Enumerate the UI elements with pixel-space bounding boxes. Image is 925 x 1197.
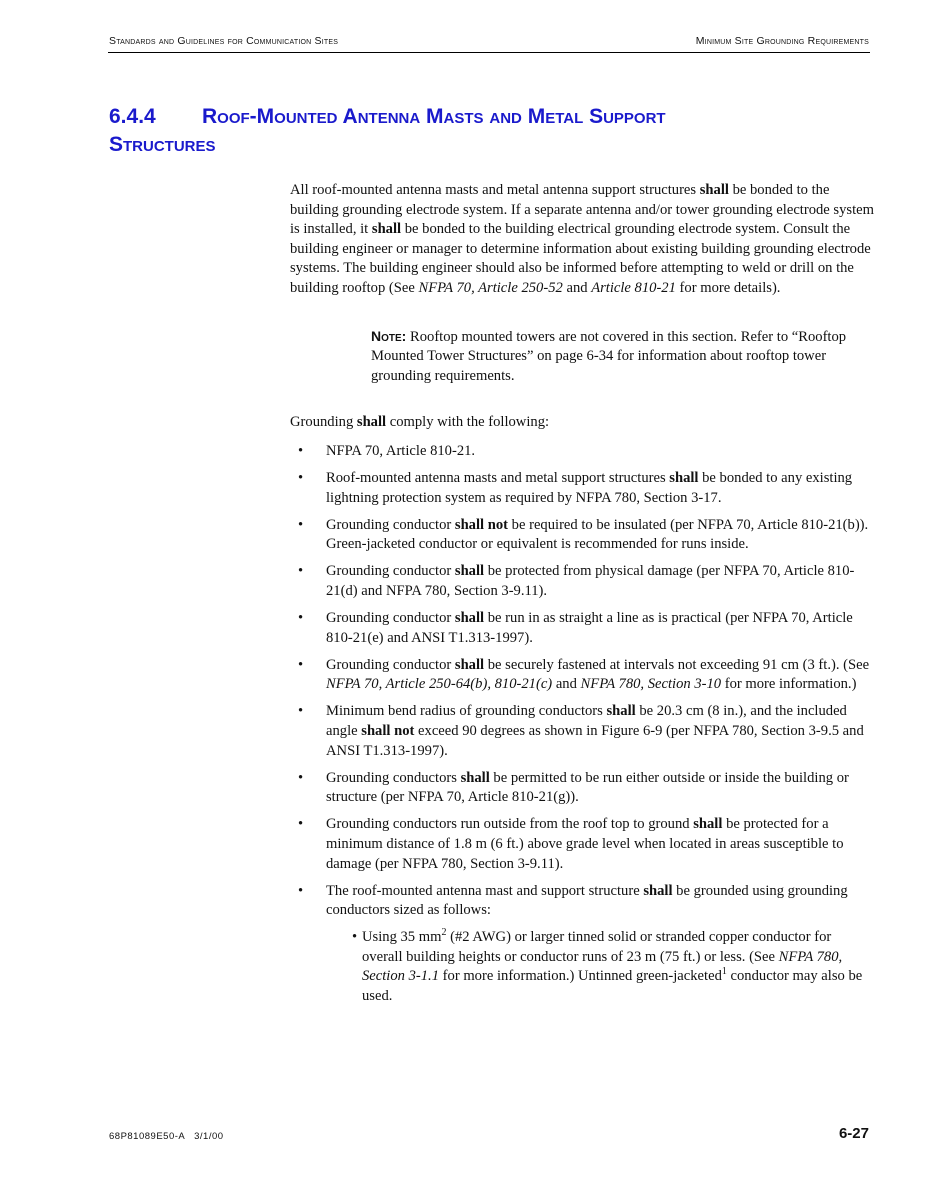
section-number: 6.4.4	[109, 105, 156, 128]
text-run: be securely fastened at intervals not exceeding 91 cm (3 ft.). (See	[484, 656, 870, 673]
text-run: The roof-mounted antenna mast and support structure	[326, 882, 644, 899]
text-run: Grounding conductor	[326, 656, 455, 673]
list-item	[290, 815, 875, 874]
running-header-right: Minimum Site Grounding Requirements	[695, 35, 869, 47]
list-item	[290, 656, 875, 695]
emphasis-shall: shall	[699, 182, 729, 198]
list-item	[290, 442, 875, 462]
list-item	[290, 562, 875, 601]
text-run: Minimum bend radius of grounding conductors	[326, 703, 607, 720]
text-run: be 20.3 cm (8 in.), and the included angle	[326, 703, 847, 740]
emphasis-shall: shall	[454, 610, 485, 627]
emphasis-shall: shall	[669, 470, 699, 487]
section-title-line1: Roof-Mounted Antenna Masts and Metal Support	[202, 105, 666, 128]
text-run: for more details).	[675, 279, 781, 296]
text-run: and	[552, 676, 581, 693]
running-header-left: Standards and Guidelines for Communication Sites	[109, 35, 339, 47]
text-run: Grounding conductors	[326, 769, 461, 786]
text-run: exceed 90 degrees as shown in Figure 6-9 (per NFPA 780, Section 3-9.5 and ANSI T1.313-1997).	[326, 723, 864, 759]
bullet-icon: •	[298, 610, 304, 627]
section-title-line2: Structures	[109, 133, 216, 156]
list-item	[290, 609, 875, 648]
bullet-icon: •	[298, 882, 304, 899]
bullet-icon: •	[298, 470, 304, 487]
text-run: be required to be insulated (per NFPA 70, Article 810-21(b)). Green-jacketed conductor or equivalent is recommended for runs inside.	[326, 516, 869, 553]
reference-italic: NFPA 780, Section 3-10	[580, 676, 722, 693]
text-run: and	[562, 279, 592, 296]
emphasis-shall: shall	[356, 414, 387, 431]
section-title	[109, 103, 869, 159]
emphasis-shall: shall not	[361, 723, 415, 740]
bullet-icon: •	[298, 769, 304, 786]
paragraph-bonding	[290, 181, 875, 299]
reference-italic: NFPA 70, Article 250-52	[418, 279, 563, 296]
note-label: Note:	[371, 327, 407, 344]
text-run: Grounding conductors run outside from the roof top to ground	[326, 816, 694, 833]
text-run: All roof-mounted antenna masts and metal antenna support structures	[290, 182, 700, 198]
bullet-icon: •	[298, 656, 304, 673]
text-run: Roof-mounted antenna masts and metal support structures	[326, 470, 670, 487]
text-run: be permitted to be run either outside or inside the building or structure (per NFPA 70, Article 810-21(g)).	[326, 769, 849, 806]
text-run: Grounding	[290, 414, 357, 431]
text-run: Grounding conductor	[326, 563, 455, 580]
emphasis-shall: shall	[454, 656, 485, 673]
sub-list	[326, 928, 875, 1006]
text-run: be protected for a minimum distance of 1.8 m (6 ft.) above grade level when located in areas susceptible to damage (per NFPA 780, Section 3-9.11).	[326, 816, 844, 872]
header-rule	[108, 52, 870, 53]
text-run: be bonded to any existing lightning protection system as required by NFPA 780, Section 3-17.	[326, 470, 853, 506]
emphasis-shall: shall	[371, 221, 402, 238]
emphasis-shall: shall	[460, 769, 490, 786]
bullet-icon: •	[298, 816, 304, 833]
text-run: be run in as straight a line as is practical (per NFPA 70, Article 810-21(e) and ANSI T1.313-1997).	[326, 610, 853, 646]
emphasis-shall: shall	[643, 882, 673, 899]
reference-italic: Article 810-21	[591, 279, 676, 296]
body-text	[290, 181, 875, 1014]
reference-italic: NFPA 70, Article 250-64(b), 810-21(c)	[326, 676, 553, 693]
emphasis-shall: shall not	[454, 516, 509, 533]
text-run: Grounding conductor	[326, 610, 455, 627]
text-run: be grounded using grounding conductors sized as follows:	[326, 882, 848, 919]
text-run: be bonded to the building grounding electrode system. If a separate antenna and/or tower grounding electrode system is installed, it	[290, 182, 874, 238]
text-run: for more information.)	[721, 676, 857, 693]
emphasis-shall: shall	[606, 703, 636, 720]
page-number: 6-27	[838, 1125, 869, 1142]
list-item	[290, 769, 875, 808]
note-block	[371, 327, 875, 387]
text-run: comply with the following:	[386, 414, 550, 431]
text-run: conductor may also be used.	[362, 968, 863, 1004]
superscript: 2	[441, 927, 447, 939]
list-item	[290, 469, 875, 508]
paragraph-intro	[290, 413, 875, 433]
list-item	[290, 882, 875, 1007]
footnote-marker: 1	[721, 966, 727, 978]
document-id: 68P81089E50-A 3/1/00	[109, 1131, 224, 1142]
emphasis-shall: shall	[454, 563, 485, 580]
bullet-icon: •	[298, 516, 304, 533]
text-run: Using 35 mm	[362, 928, 442, 945]
text-run: be bonded to the building electrical grounding electrode system. Consult the building engineer or manager to determine information about existing building grounding electrode systems. The building engineer should also be informed before attempting to weld or drill on the building rooftop (See	[290, 221, 871, 296]
reference-italic: NFPA 780, Section 3-1.1	[362, 948, 843, 985]
emphasis-shall: shall	[693, 816, 723, 833]
note-text: Rooftop mounted towers are not covered in this section. Refer to “Rooftop Mounted Tower Structures” on page 6-34 for information about rooftop tower grounding requirements.	[371, 328, 847, 384]
bullet-icon: •	[352, 928, 358, 945]
bullet-icon: •	[298, 563, 304, 580]
bullet-icon: •	[298, 442, 304, 459]
sub-list-item	[326, 928, 875, 1006]
requirements-list	[290, 442, 875, 1006]
text-run: for more information.) Untinned green-jacketed	[439, 968, 722, 985]
bullet-icon: •	[298, 703, 304, 720]
text-run: be protected from physical damage (per NFPA 70, Article 810-21(d) and NFPA 780, Section 3-9.11).	[326, 563, 855, 599]
text-run: (#2 AWG) or larger tinned solid or stranded copper conductor for overall building heights or conductor runs of 23 m (75 ft.) or less. (See	[362, 928, 832, 965]
list-item	[290, 702, 875, 761]
text-run: NFPA 70, Article 810-21.	[326, 442, 476, 459]
list-item	[290, 516, 875, 555]
text-run: Grounding conductor	[326, 516, 455, 533]
